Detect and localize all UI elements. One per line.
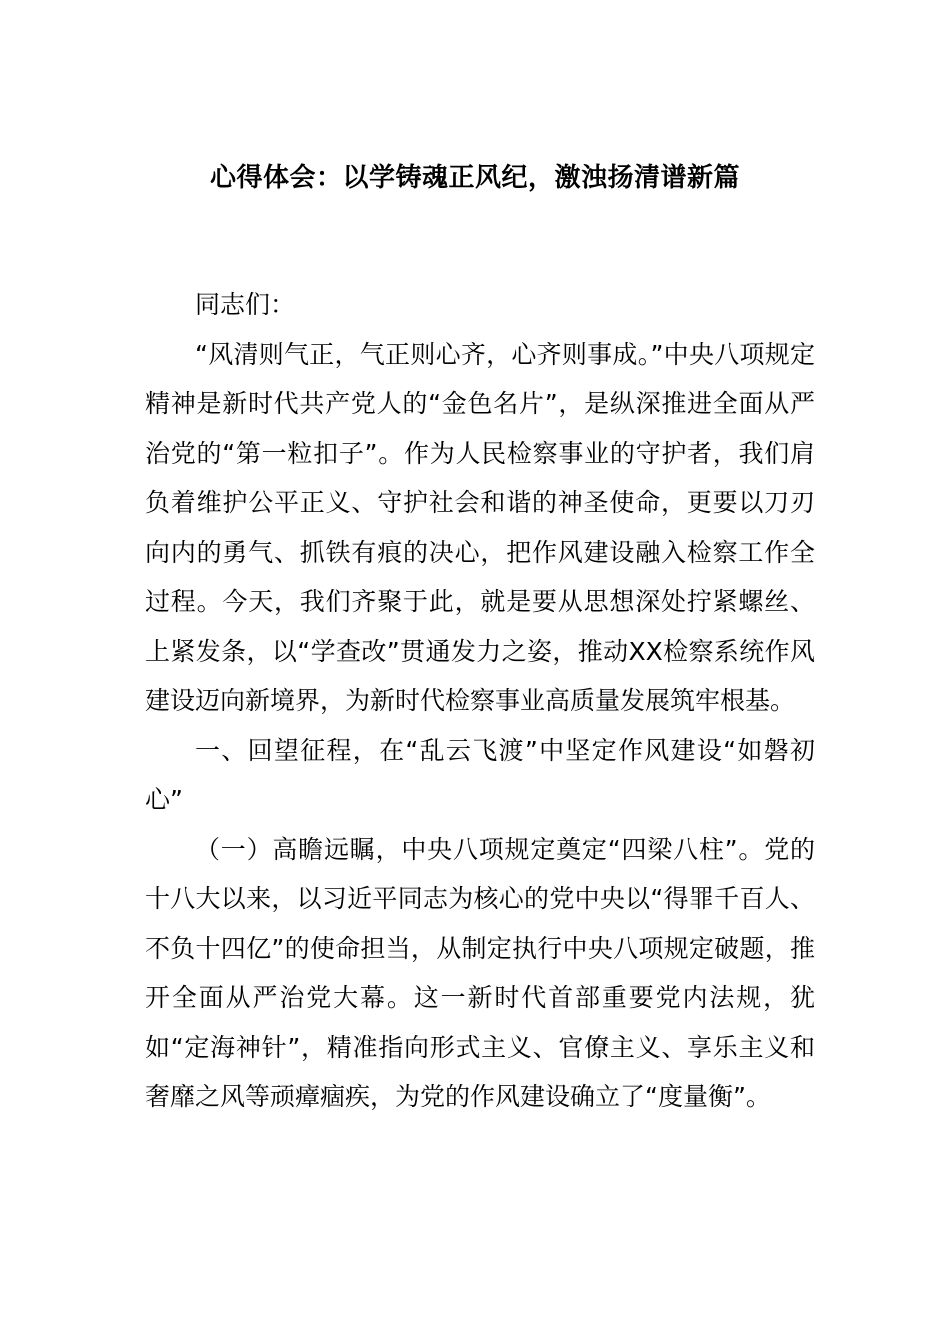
document-body (145, 280, 815, 1122)
salutation-paragraph: 同志们： (195, 290, 296, 319)
subsection-paragraph: （一）高瞻远瞩，中央八项规定奠定“四梁八柱”。党的十八大以来，以习近平同志为核心的党中央以“得罪千百人、不负十四亿”的使命担当，从制定执行中央八项规定破题，推开全面从严治党大幕。这一新时代首部重要党内法规，犹如“定海神针”，精准指向形式主义、官僚主义、享乐主义和奢靡之风等顽瘴痼疾，为党的作风建设确立了“度量衡”。 (145, 834, 815, 1111)
intro-paragraph: “风清则气正，气正则心齐，心齐则事成。”中央八项规定精神是新时代共产党人的“金色名片”，是纵深推进全面从严治党的“第一粒扣子”。作为人民检察事业的守护者，我们肩负着维护公平正义、守护社会和谐的神圣使命，更要以刀刃向内的勇气、抓铁有痕的决心，把作风建设融入检察工作全过程。今天，我们齐聚于此，就是要从思想深处拧紧螺丝、上紧发条，以“学查改”贯通发力之姿，推动XX检察系统作风建设迈向新境界，为新时代检察事业高质量发展筑牢根基。 (145, 339, 815, 715)
document-title: 心得体会：以学铸魂正风纪，激浊扬清谱新篇 (209, 163, 740, 193)
section-heading: 一、回望征程，在“乱云飞渡”中坚定作风建设“如磐初心” (145, 735, 815, 814)
